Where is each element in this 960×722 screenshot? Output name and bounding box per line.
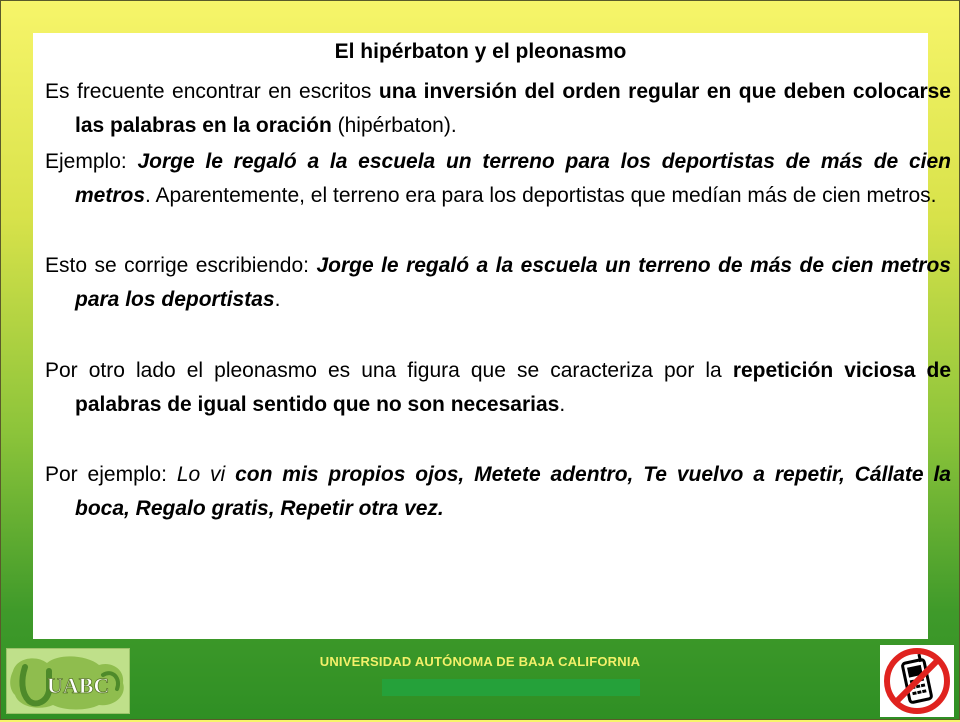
text-run: Por otro lado el pleonasmo es una figura que se caracteriza por la xyxy=(45,359,733,382)
paragraph-hiperbaton-definition xyxy=(45,75,951,143)
text-run-italic: Lo vi xyxy=(176,463,226,486)
footer-bar xyxy=(382,679,640,696)
no-cellphone-icon xyxy=(880,645,954,717)
paragraph-example xyxy=(45,145,951,213)
text-run: Ejemplo: xyxy=(45,150,138,173)
text-run-bold-italic: Jorge le regaló a la escuela un terreno de más de cien metros para los deportistas xyxy=(75,254,951,311)
text-run: Esto se corrige escribiendo: xyxy=(45,254,317,277)
paragraph-pleonasmo-examples xyxy=(45,458,951,526)
text-run-bold: una inversión del orden regular en que deben colocarse las palabras en la oración xyxy=(75,80,951,137)
content-panel xyxy=(33,33,952,639)
text-run-bold: repetición viciosa de palabras de igual sentido que no son necesarias xyxy=(75,359,952,416)
text-run: Es frecuente encontrar en escritos xyxy=(45,80,379,103)
university-name: UNIVERSIDAD AUTÓNOMA DE BAJA CALIFORNIA xyxy=(319,654,641,669)
paragraph-pleonasmo-definition xyxy=(45,354,951,422)
text-run: . Aparentemente, el terreno era para los deportistas que medían más de cien metros. xyxy=(145,184,937,207)
text-run-bold-italic: Jorge le regaló a la escuela un terreno para los deportistas de más de cien metros xyxy=(75,150,951,207)
text-run: . xyxy=(559,393,566,416)
slide-title: El hipérbaton y el pleonasmo xyxy=(334,40,627,63)
text-run: (hipérbaton). xyxy=(331,114,457,137)
paragraph-correction xyxy=(45,249,951,317)
text-run: Por ejemplo: xyxy=(45,463,177,486)
text-run: . xyxy=(274,288,281,311)
text-run-bold-italic: con mis propios ojos, Metete adentro, Te vuelvo a repetir, Cállate la boca, Regalo gratis, Repetir otra vez. xyxy=(75,463,951,520)
uabc-logo-text: UABC xyxy=(47,673,110,698)
